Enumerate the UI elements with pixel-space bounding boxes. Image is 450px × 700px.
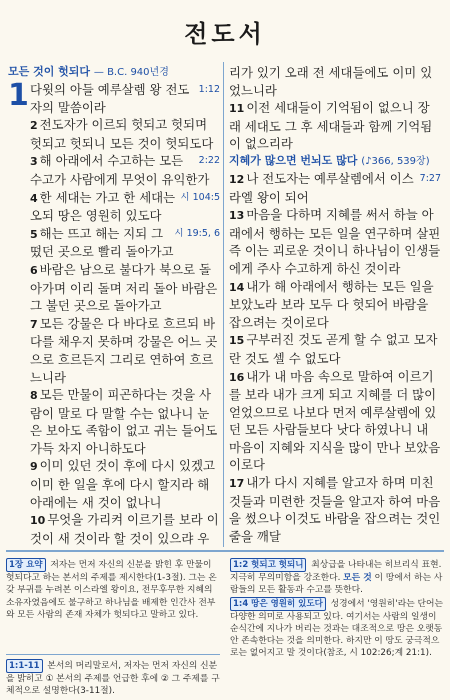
verse-text: 모든 만물이 피곤하다는 것을 사람이 말로 다 말할 수는 없나니 눈은 보아도 족함이 없고 귀는 들어도 가득 차지 아니하도다 xyxy=(30,387,218,456)
verse-number: 3 xyxy=(30,155,38,169)
verse xyxy=(30,261,220,315)
section-ref: (♪366, 539장) xyxy=(361,155,430,167)
verse-text: 다윗의 아들 예루살렘 왕 전도자의 말씀이라 xyxy=(30,82,190,115)
book-title: 전도서 xyxy=(184,20,266,48)
section-title: 지혜가 많으면 번뇌도 많다 xyxy=(229,153,358,167)
verse-list xyxy=(229,170,441,545)
verse-text: 구부러진 것도 곧게 할 수 없고 모자란 것도 셀 수 없도다 xyxy=(229,332,438,366)
verse-list xyxy=(229,64,441,153)
verse-text: 나 전도자는 예루살렘에서 이스라엘 왕이 되어 xyxy=(229,170,414,205)
cross-reference: 시 19:5, 6 xyxy=(174,227,220,239)
verse-number: 11 xyxy=(229,102,245,116)
section-heading-1 xyxy=(8,64,220,80)
verse xyxy=(30,152,220,188)
verse-text: 마음을 다하며 지혜를 써서 하늘 아래에서 행하는 모든 일을 연구하며 살핀즉 이는 괴로운 것이니 하나님이 인생들에게 주사 수고하게 하신 것이라 xyxy=(229,207,441,276)
verse-number: 8 xyxy=(30,389,38,403)
verse xyxy=(229,99,441,153)
chapter-number: 1 xyxy=(8,78,29,113)
study-notes xyxy=(6,550,444,697)
verse-list xyxy=(30,81,220,547)
verse-number: 14 xyxy=(229,280,245,294)
section-title: 모든 것이 헛되다 xyxy=(8,65,91,78)
right-column xyxy=(229,64,441,545)
cross-reference: 2:22 xyxy=(198,155,220,167)
verse xyxy=(229,206,441,277)
verse-number: 15 xyxy=(229,334,245,348)
verse-text: 무엇을 가리켜 이르기를 보라 이것이 새 것이라 할 것이 있으랴 우 xyxy=(30,512,219,546)
verse-text: 모든 강물은 다 바다로 흐르되 바다를 채우지 못하며 강물은 어느 곳으로 흐르든지 그리로 연하여 흐르느니라 xyxy=(30,315,218,385)
verse-number: 6 xyxy=(30,263,38,277)
verse xyxy=(229,474,441,545)
verse-text: 해 아래에서 수고하는 모든 수고가 사람에게 무엇이 유익한가 xyxy=(30,153,210,187)
verse xyxy=(30,225,220,261)
note-keyword: 모든 것 xyxy=(343,573,372,584)
verse-number: 7 xyxy=(30,317,38,331)
verse xyxy=(30,315,220,386)
verse-number: 12 xyxy=(229,172,245,186)
verse-notes xyxy=(230,558,444,660)
verse xyxy=(30,189,220,225)
verse-number: 10 xyxy=(30,514,46,528)
verse-number: 4 xyxy=(30,191,38,205)
verse-note-1-4 xyxy=(230,597,444,660)
verse-text: 이미 있던 것이 후에 다시 있겠고 이미 한 일을 후에 다시 할지라 해 아래에는 새 것이 없나니 xyxy=(30,458,215,510)
verse-text: 한 세대는 가고 한 세대는 오되 땅은 영원히 있도다 xyxy=(30,189,176,224)
verse xyxy=(229,331,441,367)
chapter-block xyxy=(8,78,220,547)
cross-reference: 1:12 xyxy=(198,84,220,95)
verse xyxy=(229,278,441,332)
chapter-summary-note xyxy=(6,558,220,697)
verse xyxy=(229,170,441,206)
column-divider xyxy=(223,62,224,547)
verse xyxy=(30,511,220,547)
verse-text: 내가 내 마음 속으로 말하여 이르기를 보라 내가 크게 되고 지혜를 더 많이 얻었으므로 나보다 먼저 예루살렘에 있던 모든 사람들보다 낫다 하였나니 내 마음이 지혜와 지식을 많이 만나 보았음이로다 xyxy=(229,368,441,473)
verse xyxy=(229,64,441,99)
verse xyxy=(30,457,220,511)
cross-reference: 시 104:5 xyxy=(180,191,220,203)
verse xyxy=(30,386,220,457)
verse-note-1-2 xyxy=(230,558,444,597)
note-tag: 1:4 땅은 영원히 있도다 xyxy=(230,597,326,611)
verse-number: 9 xyxy=(30,460,38,474)
note-tag: 1:2 헛되고 헛되니 xyxy=(230,558,306,572)
verse xyxy=(30,116,220,152)
verse-text: 해는 뜨고 해는 지되 그 떴던 곳으로 빨리 돌아가고 xyxy=(30,225,174,260)
note-text: 본서의 머리말로서, 저자는 먼저 자신의 신분을 밝히고 ① 본서의 주제를 언급한 후에 ② 그 주제를 구체적으로 설명한다(3-11절). xyxy=(6,661,220,697)
verse-text: 전도자가 이르되 헛되고 헛되며 헛되고 헛되니 모든 것이 헛되도다 xyxy=(30,117,214,151)
section-ref: — B.C. 940년경 xyxy=(93,67,169,78)
verse-number: 16 xyxy=(229,370,245,384)
intro-note xyxy=(6,654,220,698)
note-text: 성경에서 '영원히'라는 단어는 다양한 의미로 사용되고 있다. 여기서는 사람의 일생이 순식간에 지나가 버리는 것과는 대조적으로 땅은 오랫동안 존속한다는 것을 의미한다. 하지만 이 땅도 궁극적으로는 없어지고 말 것이다(참조, 시 102:26;계 21:1). xyxy=(230,598,443,659)
verse-number: 2 xyxy=(30,119,38,133)
note-tag: 1장 요약 xyxy=(6,558,46,572)
verse-number: 5 xyxy=(30,227,38,241)
verse-text: 바람은 남으로 불다가 북으로 돌아가며 이리 돌며 저리 돌아 바람은 그 불던 곳으로 돌아가고 xyxy=(30,261,218,314)
verse-number: 17 xyxy=(229,477,245,491)
verse xyxy=(30,81,220,116)
verse-text: 리가 있기 오래 전 세대들에도 이미 있었느니라 xyxy=(229,65,433,98)
verse xyxy=(229,368,441,475)
section-heading-2 xyxy=(229,153,441,169)
note-text: 이 땅에서 하는 사람들의 모든 활동과 수고를 뜻한다. xyxy=(230,573,443,596)
note-text: 최상급을 나타내는 히브리식 표현. 지극히 무의미함을 강조한다. xyxy=(230,560,442,584)
cross-reference: 7:27 xyxy=(419,172,441,184)
note-tag: 1:1-11 xyxy=(6,659,43,673)
verse-text: 내가 해 아래에서 행하는 모든 일을 보았노라 보라 모두 다 헛되어 바람을 잡으려는 것이로다 xyxy=(229,278,434,330)
verse-text: 이전 세대들이 기억됨이 없으니 장래 세대도 그 후 세대들과 함께 기억됨이 없으리라 xyxy=(229,100,433,152)
verse-number: 13 xyxy=(229,209,245,223)
verse-text: 내가 다시 지혜를 알고자 하며 미친 것들과 미련한 것들을 알고자 하여 마음을 썼으나 이것도 바람을 잡으려는 것인 줄을 깨달 xyxy=(229,475,441,544)
left-column xyxy=(8,64,220,547)
note-text: 저자는 먼저 자신의 신분을 밝힌 후 만물이 헛되다고 하는 본서의 주제를 제시한다(1-3절). 그는 온갖 부귀를 누려본 이스라엘 왕이요, 전무후무한 지혜의 소유자였음에도 불구하고 하나님을 배제한 인간사 전부와 모든 사람의 존재 자체가 헛되다고 말하고 있다. xyxy=(6,560,217,620)
